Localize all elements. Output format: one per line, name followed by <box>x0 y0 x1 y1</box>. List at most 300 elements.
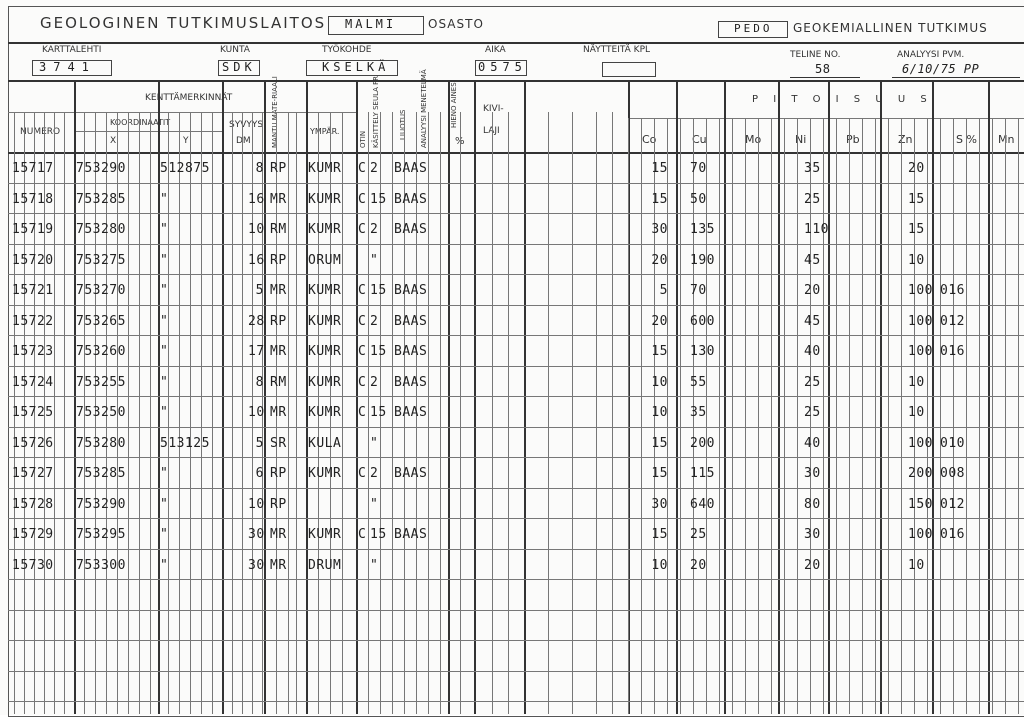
cell-divider <box>836 118 837 714</box>
row-15719-cu: 135 <box>690 222 715 237</box>
row-15720-cu: 190 <box>690 252 715 268</box>
row-rule <box>8 213 1024 214</box>
cell-divider <box>572 112 573 714</box>
rack-value: 58 <box>815 62 831 76</box>
row-15723-co: 15 <box>651 344 668 359</box>
cell-divider <box>719 118 720 714</box>
row-15729-ot: C <box>358 527 367 542</box>
field-marks-label: KENTTÄMERKINNÄT <box>145 93 233 103</box>
row-15718-co: 15 <box>651 191 668 207</box>
row-15727-y: " <box>160 466 169 481</box>
row-15727-num: 15727 <box>12 466 54 481</box>
row-rule <box>8 671 1024 672</box>
cell-divider <box>128 112 129 714</box>
row-rule <box>8 244 1024 245</box>
row-15717-y: 512875 <box>160 161 210 176</box>
env-label: YMPÄR. <box>310 127 340 136</box>
cell-divider <box>242 112 243 714</box>
row-15718-x: 753285 <box>76 191 126 207</box>
row-15722-mat: RP <box>270 313 287 329</box>
row-15727-kas: 2 <box>370 466 379 481</box>
row-15730-num: 15730 <box>12 557 54 573</box>
cell-divider <box>771 118 772 714</box>
analysis-date-label: ANALYYSI PVM. <box>897 50 965 60</box>
row-rule <box>8 579 1024 580</box>
row-rule <box>8 305 1024 306</box>
study-code: PEDO <box>734 22 773 35</box>
row-15730-x: 753300 <box>76 557 126 573</box>
row-15720-depth: 16 <box>248 252 265 268</box>
row-15721-cu: 70 <box>690 283 707 298</box>
row-15725-zn: 10 <box>908 405 925 420</box>
row-15721-kas: 15 <box>370 283 387 298</box>
row-15721-co: 5 <box>659 283 668 298</box>
row-15718-mat: MR <box>270 191 287 207</box>
cell-divider <box>150 112 151 714</box>
row-15726-ni: 40 <box>804 435 821 451</box>
cell-divider <box>862 118 863 714</box>
row-15729-mat: MR <box>270 527 287 542</box>
org-title: GEOLOGINEN TUTKIMUSLAITOS <box>40 14 327 32</box>
cell-divider <box>201 112 202 714</box>
row-15729-co: 15 <box>651 527 668 542</box>
row-15722-co: 20 <box>651 313 668 329</box>
row-15727-depth: 6 <box>255 466 264 481</box>
row-15721-depth: 5 <box>255 283 264 298</box>
row-15722-menet: BAAS <box>394 313 428 329</box>
row-15723-mat: MR <box>270 344 287 359</box>
row-rule <box>8 701 1024 702</box>
row-15723-ot: C <box>358 344 367 359</box>
row-15717-depth: 8 <box>255 161 264 176</box>
row-rule <box>8 366 1024 367</box>
cell-divider <box>64 112 65 714</box>
row-15727-zn: 200 <box>908 466 933 481</box>
row-rule <box>8 457 1024 458</box>
row-15725-ot: C <box>358 405 367 420</box>
row-15717-env: KUMR <box>308 161 342 176</box>
row-15727-mat: RP <box>270 466 287 481</box>
row-15729-depth: 30 <box>248 527 265 542</box>
row-15728-cu: 640 <box>690 496 715 512</box>
row-15719-env: KUMR <box>308 222 342 237</box>
row-15730-kas: " <box>370 557 379 573</box>
row-15723-num: 15723 <box>12 344 54 359</box>
soil-label: MANTU MATE-RIAALI <box>271 76 279 148</box>
cell-divider <box>758 118 759 714</box>
analysis-date-value: 6/10/75 PP <box>902 62 980 76</box>
row-15725-x: 753250 <box>76 405 126 420</box>
row-15717-x: 753290 <box>76 161 126 176</box>
row-15719-depth: 10 <box>248 222 265 237</box>
column-divider <box>778 80 780 714</box>
cell-divider <box>440 112 441 714</box>
row-15726-mat: SR <box>270 435 287 451</box>
fine-unit: % <box>455 136 465 147</box>
row-15723-y: " <box>160 344 169 359</box>
row-15721-ni: 20 <box>804 283 821 298</box>
row-15726-cu: 200 <box>690 435 715 451</box>
map-sheet-label: KARTTALEHTI <box>42 45 102 55</box>
row-15720-num: 15720 <box>12 252 54 268</box>
cell-divider <box>179 112 180 714</box>
cell-divider <box>508 112 509 714</box>
row-15730-mat: MR <box>270 557 287 573</box>
row-15724-depth: 8 <box>255 374 264 390</box>
cell-divider <box>953 118 954 714</box>
row-15728-ni: 80 <box>804 496 821 512</box>
row-15730-ni: 20 <box>804 557 821 573</box>
row-rule <box>8 610 1024 611</box>
row-15729-kas: 15 <box>370 527 387 542</box>
row-15726-y: 513125 <box>160 435 210 451</box>
date-underline <box>892 77 1020 78</box>
row-15725-y: " <box>160 405 169 420</box>
row-15722-cu: 600 <box>690 313 715 329</box>
row-15729-s: 016 <box>940 527 965 542</box>
row-15720-x: 753275 <box>76 252 126 268</box>
row-15717-zn: 20 <box>908 161 925 176</box>
cell-divider <box>875 118 876 714</box>
row-15725-kas: 15 <box>370 405 387 420</box>
row-15721-y: " <box>160 283 169 298</box>
cell-divider <box>927 118 928 714</box>
row-15717-co: 15 <box>651 161 668 176</box>
column-divider <box>880 80 882 714</box>
element-header-zn: Zn <box>898 133 913 146</box>
row-15719-mat: RM <box>270 222 287 237</box>
row-rule <box>8 183 1024 184</box>
row-rule <box>8 518 1024 519</box>
column-divider <box>724 80 726 714</box>
row-15727-ni: 30 <box>804 466 821 481</box>
x-label: X <box>110 136 117 146</box>
cell-divider <box>54 112 55 714</box>
row-15722-kas: 2 <box>370 313 379 329</box>
cell-divider <box>1005 118 1006 714</box>
row-15729-y: " <box>160 527 169 542</box>
row-15722-depth: 28 <box>248 313 265 329</box>
row-15723-ni: 40 <box>804 344 821 359</box>
row-15721-mat: MR <box>270 283 287 298</box>
cell-divider <box>901 118 902 714</box>
element-header-mo: Mo <box>745 133 762 146</box>
cell-divider <box>680 118 681 714</box>
row-15719-zn: 15 <box>908 222 925 237</box>
row-15724-menet: BAAS <box>394 374 428 390</box>
row-15718-env: KUMR <box>308 191 342 207</box>
rack-label: TELINE NO. <box>790 50 841 60</box>
column-divider <box>474 80 476 714</box>
row-15726-depth: 5 <box>255 435 264 451</box>
row-15729-menet: BAAS <box>394 527 428 542</box>
rock-label: KIVI- LAJI <box>483 104 504 136</box>
time-label: AIKA <box>485 45 506 55</box>
time-value: 0575 <box>478 60 527 74</box>
cell-divider <box>596 112 597 714</box>
row-15726-zn: 100 <box>908 435 933 451</box>
row-rule <box>8 549 1024 550</box>
row-15730-co: 10 <box>651 557 668 573</box>
row-15728-depth: 10 <box>248 496 265 512</box>
row-15729-num: 15729 <box>12 527 54 542</box>
row-15723-env: KUMR <box>308 344 342 359</box>
column-divider <box>222 80 224 714</box>
row-15729-ni: 30 <box>804 527 821 542</box>
row-15727-x: 753285 <box>76 466 126 481</box>
row-15719-co: 30 <box>651 222 668 237</box>
column-divider <box>524 80 526 714</box>
column-divider <box>448 80 450 714</box>
row-15719-kas: 2 <box>370 222 379 237</box>
header-subrule <box>628 118 1024 119</box>
row-15726-kas: " <box>370 435 379 451</box>
row-15722-y: " <box>160 313 169 329</box>
dissolve-label: LIUOTUS <box>399 109 407 140</box>
row-15723-cu: 130 <box>690 344 715 359</box>
cell-divider <box>979 118 980 714</box>
column-divider <box>264 80 266 714</box>
row-15725-menet: BAAS <box>394 405 428 420</box>
row-15719-y: " <box>160 222 169 237</box>
row-15721-env: KUMR <box>308 283 342 298</box>
row-15720-kas: " <box>370 252 379 268</box>
column-divider <box>676 80 678 714</box>
coords-label: KOORDINAATIT <box>110 118 171 127</box>
cell-divider <box>888 118 889 714</box>
row-15717-ni: 35 <box>804 161 821 176</box>
row-15717-cu: 70 <box>690 161 707 176</box>
row-15729-cu: 25 <box>690 527 707 542</box>
row-15720-y: " <box>160 252 169 268</box>
method-label: ANALYYSI MENETELMÄ <box>420 69 428 148</box>
element-header-ni: Ni <box>795 133 807 146</box>
row-15720-co: 20 <box>651 252 668 268</box>
cell-divider <box>460 112 461 714</box>
row-15723-s: 016 <box>940 344 965 359</box>
row-15726-x: 753280 <box>76 435 126 451</box>
row-15728-mat: RP <box>270 496 287 512</box>
row-15721-num: 15721 <box>12 283 54 298</box>
row-15729-env: KUMR <box>308 527 342 542</box>
element-header-mn: Mn <box>998 133 1015 146</box>
cell-divider <box>190 112 191 714</box>
rack-underline <box>790 77 860 78</box>
cell-divider <box>784 118 785 714</box>
row-15727-cu: 115 <box>690 466 715 481</box>
meta-rule <box>8 80 1024 82</box>
cell-divider <box>823 118 824 714</box>
row-15717-mat: RP <box>270 161 287 176</box>
cell-divider <box>1018 118 1019 714</box>
row-15720-ni: 45 <box>804 252 821 268</box>
cell-divider <box>992 118 993 714</box>
row-15723-depth: 17 <box>248 344 265 359</box>
cell-divider <box>732 118 733 714</box>
row-15724-ot: C <box>358 374 367 390</box>
row-15728-y: " <box>160 496 169 512</box>
row-15720-zn: 10 <box>908 252 925 268</box>
work-site-label: TYÖKOHDE <box>322 45 372 55</box>
row-15722-env: KUMR <box>308 313 342 329</box>
row-15718-depth: 16 <box>248 191 265 207</box>
element-header-co: Co <box>642 133 657 146</box>
element-header-pb: Pb <box>846 133 860 146</box>
row-15730-env: DRUM <box>308 557 342 573</box>
row-15728-co: 30 <box>651 496 668 512</box>
row-15724-kas: 2 <box>370 374 379 390</box>
concentration-label: P I T O I S U U S <box>752 94 933 105</box>
row-15719-ni: 110 <box>804 222 829 237</box>
row-15721-x: 753270 <box>76 283 126 298</box>
row-15725-depth: 10 <box>248 405 265 420</box>
cell-divider <box>368 112 369 714</box>
work-site-value: KSELKÄ <box>322 60 390 74</box>
row-15727-env: KUMR <box>308 466 342 481</box>
fine-label: HIENO AINES <box>450 82 458 128</box>
row-15729-zn: 100 <box>908 527 933 542</box>
row-15724-x: 753255 <box>76 374 126 390</box>
row-15718-y: " <box>160 191 169 207</box>
row-15723-kas: 15 <box>370 344 387 359</box>
column-divider <box>988 80 990 714</box>
row-15722-s: 012 <box>940 313 965 329</box>
row-15727-ot: C <box>358 466 367 481</box>
cell-divider <box>296 112 297 714</box>
row-15722-num: 15722 <box>12 313 54 329</box>
cell-divider <box>612 112 613 714</box>
row-15721-zn: 100 <box>908 283 933 298</box>
row-15723-menet: BAAS <box>394 344 428 359</box>
cell-divider <box>232 112 233 714</box>
row-15725-num: 15725 <box>12 405 54 420</box>
cell-divider <box>548 112 549 714</box>
row-15724-zn: 10 <box>908 374 925 390</box>
row-15724-env: KUMR <box>308 374 342 390</box>
coords-rule <box>74 131 222 132</box>
row-15718-zn: 15 <box>908 191 925 207</box>
row-15729-x: 753295 <box>76 527 126 542</box>
row-15726-num: 15726 <box>12 435 54 451</box>
row-15724-mat: RM <box>270 374 287 390</box>
row-15724-y: " <box>160 374 169 390</box>
row-15722-x: 753265 <box>76 313 126 329</box>
row-15728-x: 753290 <box>76 496 126 512</box>
element-header-cu: Cu <box>692 133 707 146</box>
row-15717-menet: BAAS <box>394 161 428 176</box>
samples-box <box>602 62 656 77</box>
row-rule <box>8 335 1024 336</box>
title-rule <box>8 42 1024 44</box>
row-15725-env: KUMR <box>308 405 342 420</box>
row-15725-co: 10 <box>651 405 668 420</box>
row-15721-menet: BAAS <box>394 283 428 298</box>
row-15725-mat: MR <box>270 405 287 420</box>
cell-divider <box>797 118 798 714</box>
row-15730-depth: 30 <box>248 557 265 573</box>
row-15726-env: KULA <box>308 435 342 451</box>
row-15727-menet: BAAS <box>394 466 428 481</box>
row-15720-mat: RP <box>270 252 287 268</box>
row-15717-num: 15717 <box>12 161 54 176</box>
row-15717-ot: C <box>358 161 367 176</box>
row-rule <box>8 396 1024 397</box>
row-15726-s: 010 <box>940 435 965 451</box>
row-15721-ot: C <box>358 283 367 298</box>
row-15719-menet: BAAS <box>394 222 428 237</box>
municipality-value: SDK <box>222 60 256 74</box>
handling-label: KÄSITTELY SEULA FR <box>372 75 380 148</box>
cell-divider <box>745 118 746 714</box>
cell-divider <box>492 112 493 714</box>
cell-divider <box>641 118 642 714</box>
row-15724-cu: 55 <box>690 374 707 390</box>
cell-divider <box>342 112 343 714</box>
depth-unit: DM <box>236 136 251 146</box>
row-15718-ot: C <box>358 191 367 207</box>
row-15727-co: 15 <box>651 466 668 481</box>
row-15723-x: 753260 <box>76 344 126 359</box>
row-rule <box>8 640 1024 641</box>
cell-divider <box>139 112 140 714</box>
row-15719-x: 753280 <box>76 222 126 237</box>
row-15718-num: 15718 <box>12 191 54 207</box>
row-15719-num: 15719 <box>12 222 54 237</box>
row-15718-cu: 50 <box>690 191 707 207</box>
row-rule <box>8 274 1024 275</box>
study-title: GEOKEMIALLINEN TUTKIMUS <box>793 21 988 35</box>
cell-divider <box>628 118 629 714</box>
cell-divider <box>288 112 289 714</box>
row-15718-kas: 15 <box>370 191 387 207</box>
row-15727-s: 008 <box>940 466 965 481</box>
row-15726-co: 15 <box>651 435 668 451</box>
row-15718-menet: BAAS <box>394 191 428 207</box>
cell-divider <box>212 112 213 714</box>
number-label: NUMERO <box>20 127 61 137</box>
row-15728-s: 012 <box>940 496 965 512</box>
cell-divider <box>966 118 967 714</box>
cell-divider <box>428 112 429 714</box>
dept-label: OSASTO <box>428 17 484 31</box>
header-bottom-rule <box>8 152 1024 154</box>
column-divider <box>828 80 830 714</box>
row-15730-y: " <box>160 557 169 573</box>
row-15724-co: 10 <box>651 374 668 390</box>
row-15728-kas: " <box>370 496 379 512</box>
depth-label: SYVYYS <box>229 120 264 130</box>
row-rule <box>8 427 1024 428</box>
sampler-label: OTIN <box>359 130 367 148</box>
row-15724-num: 15724 <box>12 374 54 390</box>
cell-divider <box>940 118 941 714</box>
row-15728-num: 15728 <box>12 496 54 512</box>
row-15722-zn: 100 <box>908 313 933 329</box>
cell-divider <box>849 118 850 714</box>
y-label: Y <box>183 136 189 146</box>
header-subrule <box>8 112 356 113</box>
samples-label: NÄYTTEITÄ KPL <box>583 45 651 55</box>
row-15730-cu: 20 <box>690 557 707 573</box>
row-15722-ot: C <box>358 313 367 329</box>
municipality-label: KUNTA <box>220 45 250 55</box>
cell-divider <box>392 112 393 714</box>
row-rule <box>8 488 1024 489</box>
column-divider <box>932 80 934 714</box>
row-15725-cu: 35 <box>690 405 707 420</box>
row-15717-kas: 2 <box>370 161 379 176</box>
row-15719-ot: C <box>358 222 367 237</box>
